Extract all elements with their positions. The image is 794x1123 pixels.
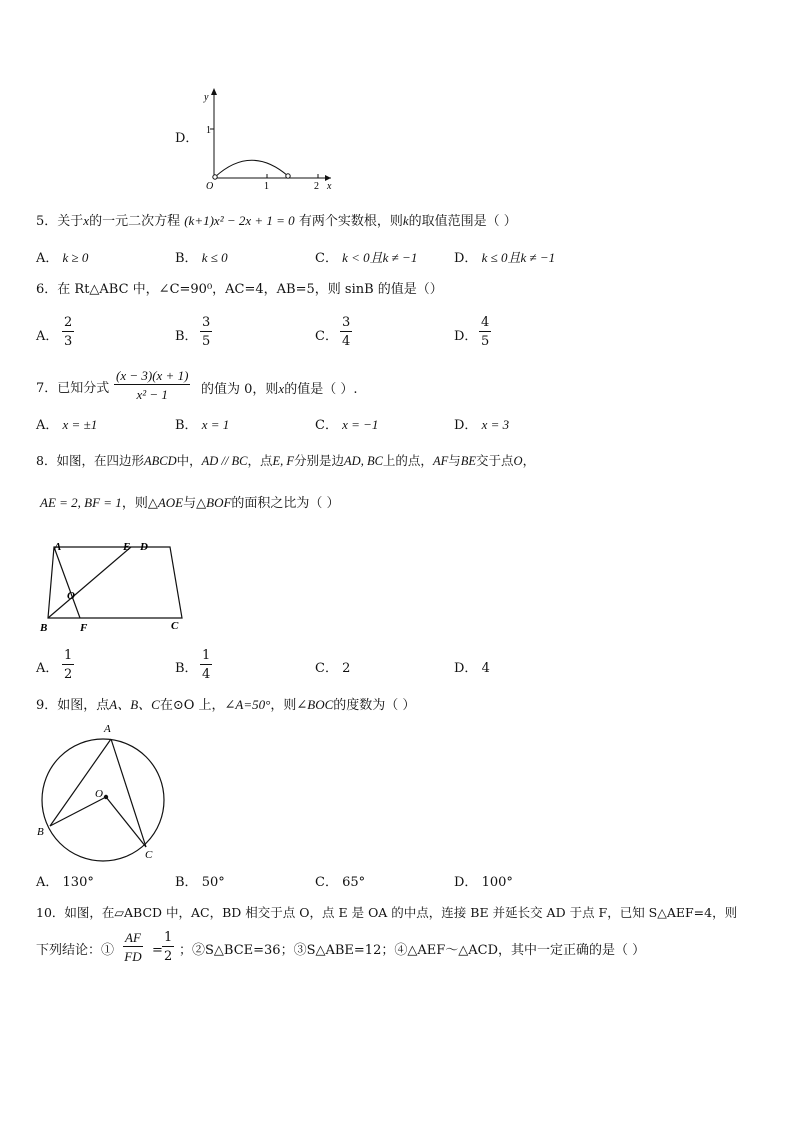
quadrilateral-abcd [48, 547, 182, 618]
q8-option-c[interactable]: C． 2 [315, 661, 351, 676]
origin-label: O [206, 181, 214, 192]
q6-option-c[interactable]: $\frac{3}{4}$ [342, 315, 351, 349]
q5-var-k: k [402, 213, 409, 228]
q5-option-c[interactable]: C． k < 0且k ≠ −1 [315, 250, 418, 266]
q5-suffix: 的取值范围是（ ） [408, 214, 517, 229]
q7-fraction: $\frac{(x - 3)(x + 1)}{\text{x² − 1}}$ [116, 368, 189, 402]
q6-option-b-label: B． [175, 329, 198, 344]
q8-option-a-label: A． [36, 661, 59, 676]
q8-stem-line2: AE = 2, BF = 1，则△AOE与△BOF的面积之比为（ ） [40, 495, 340, 511]
y-tick-label-1: 1 [206, 125, 211, 136]
q9-stem: 9．如图，点A、B、C在⊙O 上，∠A=50°，则∠BOC的度数为（ ） [36, 697, 416, 713]
q9-option-c[interactable]: C． 65° [315, 875, 366, 890]
open-point-end [286, 174, 290, 178]
q5-prefix: 5．关于 [36, 214, 84, 229]
label-B: B [37, 826, 44, 838]
q7-option-b[interactable]: B． x = 1 [175, 417, 230, 433]
label-C: C [171, 620, 179, 632]
q5-mid2: 有两个实数根，则 [298, 214, 403, 229]
q8-option-b[interactable]: $\frac{1}{4}$ [202, 648, 211, 682]
q10-line2-prefix: 下列结论：① [36, 943, 115, 958]
q8-figure [34, 536, 194, 636]
q6-option-d[interactable]: $\frac{4}{5}$ [481, 315, 490, 349]
q7-option-d[interactable]: D． x = 3 [454, 417, 510, 433]
arc-curve [215, 160, 288, 177]
label-O: O [95, 788, 103, 800]
label-D: D [140, 541, 148, 553]
segment-be [48, 547, 131, 618]
q10-frac-one-half: $\frac{1}{2}$ [164, 930, 173, 964]
label-E: E [123, 541, 131, 553]
q7-option-a[interactable]: A． x = ±1 [36, 417, 98, 433]
segment-ab [50, 739, 111, 826]
q7-rest: 的值为 0，则x的值是（ ）. [201, 381, 358, 397]
q4-option-d-label: D． [175, 131, 199, 146]
x-label: x [327, 181, 332, 192]
q6-option-b[interactable]: $\frac{3}{5}$ [202, 315, 211, 349]
label-A: A [104, 723, 111, 735]
x-tick-label-1: 1 [264, 181, 269, 192]
q6-option-a[interactable]: $\frac{2}{3}$ [64, 315, 73, 349]
q5-option-d[interactable]: D． k ≤ 0且k ≠ −1 [454, 250, 556, 266]
q6-option-a-label: A． [36, 329, 59, 344]
q7-prefix: 7．已知分式 [36, 381, 110, 396]
q10-line2-rest: ；②S△BCE=36；③S△ABE=12；④△AEF～△ACD，其中一定正确的是（ ） [179, 943, 646, 958]
label-A: A [54, 541, 62, 553]
q5-var-x: x [83, 213, 90, 228]
q9-option-d[interactable]: D． 100° [454, 875, 513, 890]
q8-option-a[interactable]: $\frac{1}{2}$ [64, 648, 73, 682]
q5-mid1: 的一元二次方程 [89, 214, 181, 229]
label-C: C [145, 849, 153, 861]
q6-stem: 6．在 Rt△ABC 中，∠C=90⁰，AC=4，AB=5，则 sinB 的值是（） [36, 282, 443, 297]
label-F: F [80, 622, 88, 634]
q6-option-d-label: D． [454, 329, 478, 344]
segment-oc [106, 797, 146, 847]
q8-stem-line1: 8．如图，在四边形ABCD中，AD // BC，点E, F分别是边AD, BC上的点，AF与BE交于点O， [36, 453, 536, 468]
q10-frac-af-fd: $\frac{AF}{FD}$ [124, 930, 142, 964]
q8-option-d[interactable]: D． 4 [454, 661, 490, 676]
q9-option-a[interactable]: A． 130° [36, 875, 94, 890]
q5-option-b[interactable]: B． k ≤ 0 [175, 250, 228, 266]
circle-o [42, 739, 164, 861]
q9-option-b[interactable]: B． 50° [175, 875, 225, 890]
center-point [104, 795, 108, 799]
q5-stem [36, 214, 517, 228]
label-B: B [40, 622, 48, 634]
open-point-origin [213, 175, 217, 179]
label-O: O [67, 590, 75, 602]
q8-option-b-label: B． [175, 661, 198, 676]
x-tick-label-2: 2 [314, 181, 319, 192]
segment-ac [111, 739, 146, 847]
q6-option-c-label: C． [315, 329, 338, 344]
q7-option-c[interactable]: C． x = −1 [315, 417, 379, 433]
y-label: y [204, 92, 209, 103]
q9-figure [33, 718, 173, 866]
segment-ob [50, 797, 106, 826]
segment-af [54, 547, 80, 618]
q4-option-d-graph [196, 86, 341, 196]
q10-stem-line1: 10．如图，在▱ABCD 中，AC，BD 相交于点 O，点 E 是 OA 的中点，连接 BE 并延长交 AD 于点 F，已知 S△AEF=4，则 [36, 905, 738, 920]
q5-equation: (k+1)x² − 2x + 1 = 0 [184, 213, 295, 228]
q10-equals: = [152, 943, 163, 958]
q5-option-a[interactable]: A． k ≥ 0 [36, 250, 89, 266]
y-axis-arrow [211, 88, 217, 95]
